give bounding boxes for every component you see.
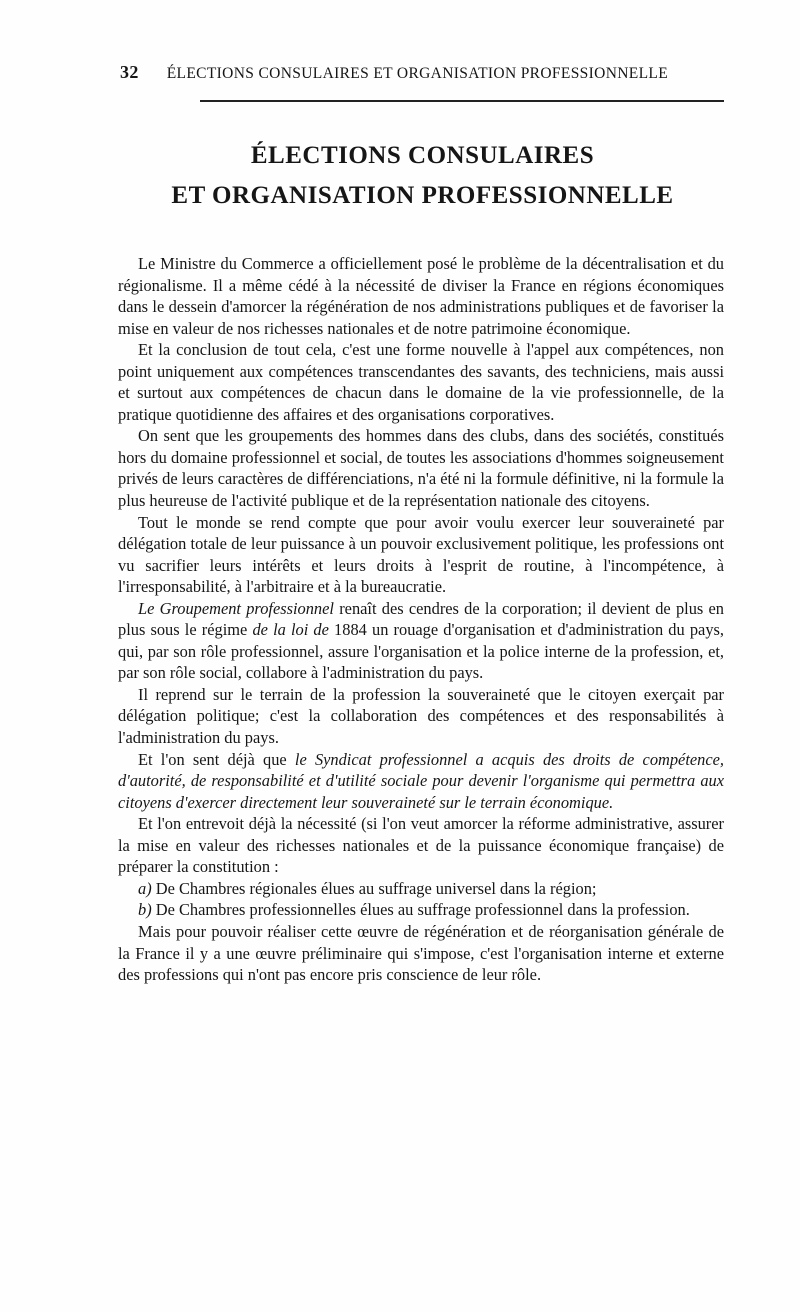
list-item-b [118,899,724,921]
list-item-a-text: De Chambres régionales élues au suffrage universel dans la région; [151,878,597,898]
paragraph-6: Il reprend sur le terrain de la profession la souveraineté que le citoyen exerçait par délégation politique; c'est la collaboration des compétences et des responsabilités à l'administration du pays. [118,684,724,748]
page-title [120,136,725,216]
body-text [118,253,724,986]
title-line-2: ET ORGANISATION PROFESSIONNELLE [171,182,674,209]
paragraph-7-italic: le Syndicat professionnel a acquis des droits de compétence, d'autorité, de responsabilité et d'utilité sociale pour devenir l'organisme qui permettra aux citoyens d'exercer directement leur souveraineté sur le terrain économique. [118,749,724,812]
paragraph-7-text: Et l'on sent déjà que [138,749,295,769]
paragraph-4: Tout le monde se rend compte que pour avoir voulu exercer leur souveraineté par délégation totale de leur puissance à un pouvoir exclusivement politique, les professions ont vu sacrifier leurs intérêts et leurs droits à l'esprit de routine, à l'incompétence, à l'irresponsabilité, à l'arbitraire et à la bureaucratie. [118,512,724,597]
paragraph-8: Et l'on entrevoit déjà la nécessité (si l'on veut amorcer la réforme administrative, assurer la mise en valeur des richesses nationales et de la puissance économique française) de préparer la constitution : [118,814,724,877]
page-number: 32 [120,62,139,82]
paragraph-5-italic: Le Groupement professionnel [138,598,334,618]
paragraph-3: On sent que les groupements des hommes dans des clubs, dans des sociétés, constitués hors du domaine professionnel et social, de toutes les associations d'hommes soigneusement privés de leurs caractères de différenciations, n'a été ni la formule définitive, ni la formule la plus heureuse de l'activité publique et de la représentation nationale des citoyens. [118,426,724,511]
paragraph-5-text-a: renaît des cendres de la corporation; il devient de plus en plus sous le régime [118,598,724,640]
paragraph-5-italic-2: de la loi de [252,620,329,640]
list-item-a [118,878,724,900]
list-marker-b: b) [138,900,152,920]
paragraph-5 [118,598,724,684]
paragraph-2: Et la conclusion de tout cela, c'est une forme nouvelle à l'appel aux compétences, non point uniquement aux compétences transcendantes des savants, des techniciens, mais aussi et surtout aux compétences de chacun dans le domaine de la vie professionnelle, de la pratique quotidienne des affaires et des organisations corporatives. [118,340,724,424]
running-title: ÉLECTIONS CONSULAIRES ET ORGANISATION PROFESSIONNELLE [166,65,669,82]
paragraph-1: Le Ministre du Commerce a officiellement posé le problème de la décentralisation et du régionalisme. Il a même cédé à la nécessité de diviser la France en régions économiques dans le dessein d'amorcer la régénération de nos administrations publiques et de favoriser la mise en valeur de nos richesses nationales et de notre patrimoine économique. [118,254,724,338]
header-rule [200,100,724,102]
paragraph-9: Mais pour pouvoir réaliser cette œuvre de régénération et de réorganisation générale de la France il y a une œuvre préliminaire qui s'impose, c'est l'organisation interne et externe des professions qui n'ont pas encore pris conscience de leur rôle. [118,921,724,985]
title-line-1: ÉLECTIONS CONSULAIRES [250,142,595,169]
list-marker-a: a) [138,878,152,898]
paragraph-7 [118,749,724,814]
paragraph-5-text-b: 1884 un rouage d'organisation et d'administration du pays, qui, par son rôle professionnel, assure l'organisation et la police interne de la profession, et, par son rôle social, collabore à l'administration du pays. [118,620,724,683]
running-head [120,62,725,84]
list-item-b-text: De Chambres professionnelles élues au suffrage professionnel dans la profession. [151,900,690,920]
